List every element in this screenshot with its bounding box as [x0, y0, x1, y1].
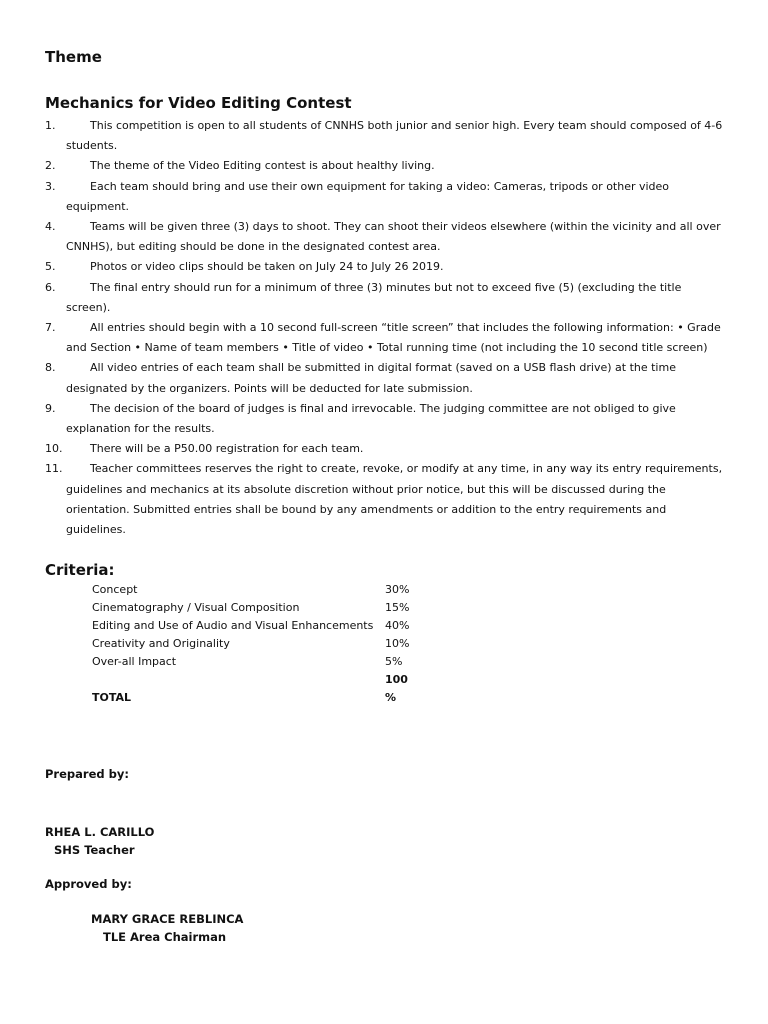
approver-name: MARY GRACE REBLINCA	[91, 912, 244, 926]
criteria-weight: 15%	[385, 601, 410, 614]
rule-number: 9.	[45, 401, 56, 415]
total-label: TOTAL	[92, 691, 132, 704]
mechanics-list-item	[45, 257, 725, 277]
rule-text: Each team should bring and use their own equipment for taking a video: Cameras, tripods or other video equipment.	[66, 179, 670, 213]
rule-number: 1.	[45, 119, 56, 132]
mechanics-list-item	[45, 358, 725, 398]
mechanics-list-item	[45, 399, 725, 439]
rule-number: 3.	[45, 179, 56, 193]
criteria-weight: 10%	[385, 637, 410, 650]
criteria-weight: 30%	[385, 583, 410, 596]
mechanics-heading: Mechanics for Video Editing Contest	[45, 94, 352, 112]
rule-text: All entries should begin with a 10 second full-screen “title screen” that includes the following information: • Grade and Section • Name of team members • Title of video • Total running time (not including the 10 second title screen)	[66, 321, 721, 355]
mechanics-list-item	[45, 156, 725, 176]
mechanics-list-item	[45, 217, 725, 257]
rule-text: All video entries of each team shall be submitted in digital format (saved on a USB flash drive) at the time designated by the organizers. Points will be deducted for late submission.	[66, 361, 676, 395]
rule-number: 5.	[45, 260, 56, 274]
mechanics-list-item	[45, 318, 725, 358]
rule-text: This competition is open to all students of CNNHS both junior and senior high. Every team should composed of 4-6 students.	[66, 119, 723, 153]
total-value-unit: %	[385, 691, 397, 704]
mechanics-list-item	[45, 177, 725, 217]
total-value-number: 100	[385, 673, 408, 686]
criteria-name: Over-all Impact	[92, 655, 177, 668]
rule-text: The decision of the board of judges is final and irrevocable. The judging committee are not obliged to give explanation for the results.	[66, 401, 676, 436]
rule-number: 11.	[45, 462, 63, 476]
rule-text: There will be a P50.00 registration for each team.	[90, 442, 364, 456]
mechanics-list-item	[45, 278, 725, 318]
rule-number: 10.	[45, 442, 63, 456]
criteria-name: Concept	[92, 583, 138, 596]
rule-number: 2.	[45, 159, 56, 173]
approved-by-label: Approved by:	[45, 877, 132, 891]
preparer-name: RHEA L. CARILLO	[45, 825, 155, 839]
rule-text: The theme of the Video Editing contest is about healthy living.	[90, 159, 435, 173]
rule-number: 8.	[45, 361, 56, 375]
criteria-name: Cinematography / Visual Composition	[92, 601, 300, 614]
criteria-weight: 5%	[385, 655, 403, 668]
criteria-name: Editing and Use of Audio and Visual Enhancements	[92, 619, 374, 632]
rule-text: The final entry should run for a minimum of three (3) minutes but not to exceed five (5) (excluding the title screen).	[66, 280, 682, 314]
mechanics-list-item	[45, 459, 725, 540]
mechanics-list-item	[45, 116, 725, 156]
rule-text: Photos or video clips should be taken on July 24 to July 26 2019.	[90, 260, 444, 274]
criteria-weight: 40%	[385, 619, 410, 632]
criteria-name: Creativity and Originality	[92, 637, 230, 650]
rule-text: Teams will be given three (3) days to shoot. They can shoot their videos elsewhere (within the vicinity and all over CNNHS), but editing should be done in the designated contest area.	[66, 220, 721, 254]
mechanics-list-item	[45, 439, 725, 459]
mechanics-list	[45, 116, 725, 540]
approver-title: TLE Area Chairman	[103, 930, 227, 944]
criteria-heading: Criteria:	[45, 561, 115, 579]
prepared-by-label: Prepared by:	[45, 767, 129, 781]
rule-text: Teacher committees reserves the right to create, revoke, or modify at any time, in any way its entry requirements, guidelines and mechanics at its absolute discretion without prior notice, but this will be discussed during the orientation. Submitted entries shall be bound by any amendments or addition to the entry requirements and guidelines.	[66, 462, 723, 537]
rule-number: 7.	[45, 321, 56, 335]
preparer-title: SHS Teacher	[54, 843, 135, 857]
rule-number: 4.	[45, 220, 56, 234]
theme-heading: Theme	[45, 48, 102, 66]
rule-number: 6.	[45, 280, 56, 294]
